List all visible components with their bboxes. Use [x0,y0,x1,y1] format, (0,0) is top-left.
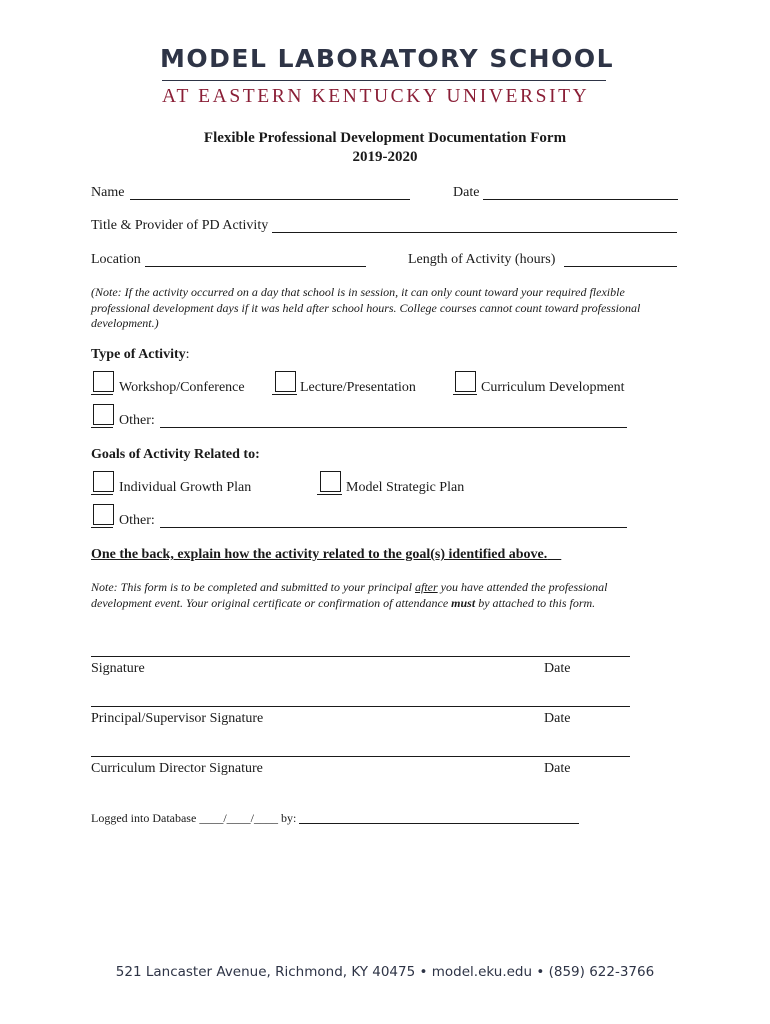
principal-date-label: Date [544,711,571,726]
name-label: Name [91,185,125,200]
goals-other-checkbox[interactable] [93,504,114,525]
signature-label: Signature [91,661,145,676]
curriculum-checkbox-underline [453,394,477,395]
type-of-activity-heading: Type of Activity: [91,347,190,362]
director-signature-line[interactable] [91,756,630,757]
title-provider-label: Title & Provider of PD Activity [91,218,269,233]
form-title: Flexible Professional Development Documentation Form [203,130,567,146]
curriculum-checkbox[interactable] [455,371,476,392]
footer-contact: 521 Lancaster Avenue, Richmond, KY 40475 • model.eku.edu • (859) 622-3766 [115,964,655,980]
curriculum-label: Curriculum Development [481,380,625,395]
strategic-plan-label: Model Strategic Plan [346,480,465,495]
school-name: MODEL LABORATORY SCHOOL [160,44,615,73]
signature-line[interactable] [91,656,630,657]
lecture-checkbox-underline [272,394,297,395]
director-signature-label: Curriculum Director Signature [91,761,263,776]
lecture-checkbox[interactable] [275,371,296,392]
workshop-checkbox[interactable] [93,371,114,392]
submission-note: Note: This form is to be completed and submitted to your principal after you have attended the professional development event. Your original certificate or confirmation of attendance must by attached to this form. [91,580,608,610]
length-field[interactable] [564,266,677,267]
date-field[interactable] [483,199,678,200]
principal-signature-label: Principal/Supervisor Signature [91,711,264,726]
school-subtitle: AT EASTERN KENTUCKY UNIVERSITY [162,86,590,107]
goals-other-checkbox-underline [91,527,113,528]
header-divider [162,80,606,81]
type-other-checkbox[interactable] [93,404,114,425]
workshop-label: Workshop/Conference [119,380,245,395]
name-field[interactable] [130,199,410,200]
strategic-plan-checkbox-underline [317,494,342,495]
goals-other-label: Other: [119,513,155,528]
session-note: (Note: If the activity occurred on a day that school is in session, it can only count toward your required flexible professional development days if it was held after school hours. College courses cannot count toward professional development.) [91,285,641,330]
logged-date-blank[interactable]: ____/____/____ [199,811,278,825]
type-other-label: Other: [119,413,155,428]
workshop-checkbox-underline [91,394,113,395]
location-field[interactable] [145,266,366,267]
growth-plan-checkbox-underline [91,494,113,495]
length-label: Length of Activity (hours) [408,252,556,267]
director-date-label: Date [544,761,571,776]
growth-plan-label: Individual Growth Plan [119,480,252,495]
lecture-label: Lecture/Presentation [300,380,416,395]
logged-database-row: Logged into Database ____/____/____ by: [91,811,297,825]
back-instruction: One the back, explain how the activity related to the goal(s) identified above. [91,547,548,562]
strategic-plan-checkbox[interactable] [320,471,341,492]
goals-other-field[interactable] [160,527,627,528]
goals-heading: Goals of Activity Related to: [91,447,260,462]
principal-signature-line[interactable] [91,706,630,707]
growth-plan-checkbox[interactable] [93,471,114,492]
type-other-checkbox-underline [91,427,113,428]
type-other-field[interactable] [160,427,627,428]
location-label: Location [91,252,141,267]
form-year: 2019-2020 [352,149,418,165]
title-provider-field[interactable] [272,232,677,233]
date-label: Date [453,185,480,200]
logged-by-field[interactable] [299,823,579,824]
signature-date-label: Date [544,661,571,676]
